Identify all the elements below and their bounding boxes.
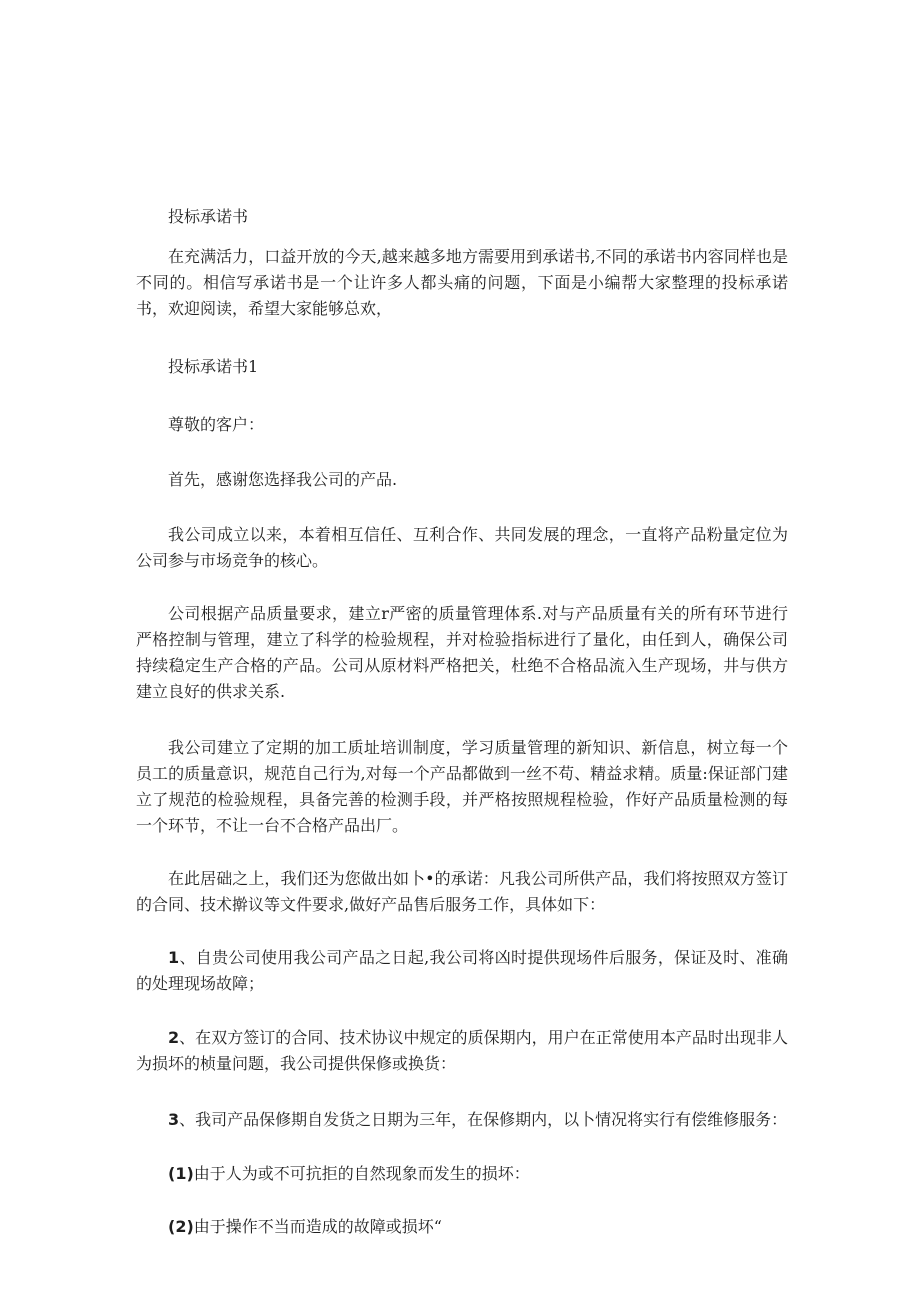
sub-item-text: 由于操作不当而造成的故障或损坏“ (193, 1217, 442, 1236)
training-paragraph: 我公司建立了定期的加工质址培训制度，学习质量管理的新知识、新信息，树立每一个员工的质量意识，规范自己行为,对每一个产品都做到一丝不苟、精益求精。质量:保证部门建立了规范的检验规程，具备完善的检测手段，并严格按照规程检验，作好产品质量检测的每一个环节，不让一台不合格产品出厂。 (136, 738, 788, 835)
list-item (136, 945, 788, 997)
thanks-paragraph: 首先，感谢您选择我公司的产品. (168, 470, 398, 489)
list-item (136, 1107, 788, 1133)
sub-item-number: (2) (168, 1217, 194, 1236)
item-text: 、在双方签订的合同、技术协议中规定的质保期内，用户在正常使用本产品时出现非人为损坏的桢量问题，我公司提供保修或换货： (136, 1028, 788, 1073)
document-title: 投标承诺书 (168, 207, 249, 226)
section-heading: 投标承诺书1 (168, 357, 259, 376)
item-text: 、我司产品保修期自发货之日期为三年，在保修期内，以卜情况将实行有偿维修服务： (179, 1110, 788, 1129)
intro-paragraph: 在充满活力，口益开放的今天,越来越多地方需要用到承诺书,不同的承诺书内容同样也是不同的。相信写承诺书是一个让许多人都头痛的问题，下面是小编帮大家整理的投标承诺书，欢迎阅读，希望大家能够总欢， (136, 247, 788, 318)
company-paragraph: 我公司成立以来，本着相互信任、互利合作、共同发展的理念，一直将产品粉量定位为公司参与市场竞争的核心。 (136, 525, 788, 570)
item-number: 2 (168, 1028, 180, 1047)
document-body (136, 204, 788, 1240)
item-number: 3 (168, 1110, 180, 1129)
commitment-paragraph: 在此居础之上，我们还为您做出如卜•的承诺：凡我公司所供产品，我们将按照双方签订的合同、技术擀议等文件要求,做好产品售后服务工作，具体如下： (136, 869, 788, 914)
salutation: 尊敬的客户： (168, 415, 265, 434)
sub-item (136, 1214, 788, 1240)
quality-system-paragraph: 公司根据产品质量要求，建立r严密的质量管理体系.对与产品质量有关的所有环节进行严格控制与管理，建立了科学的检验规程，并对检验指标进行了量化，由任到人，确保公司持续稳定生产合格的产品。公司从原材料严格把关，杜绝不合格品流入生产现场，井与供方建立良好的供求关系. (136, 604, 788, 701)
item-text: 、自贵公司使用我公司产品之日起,我公司将凶时提供现场件后服务，保证及时、准确的处理现场故障； (136, 948, 788, 993)
sub-item (136, 1161, 788, 1187)
sub-item-text: 由于人为或不可抗拒的自然现象而发生的损坏： (193, 1164, 530, 1183)
sub-item-number: (1) (168, 1164, 194, 1183)
item-number: 1 (168, 948, 180, 967)
list-item (136, 1025, 788, 1077)
